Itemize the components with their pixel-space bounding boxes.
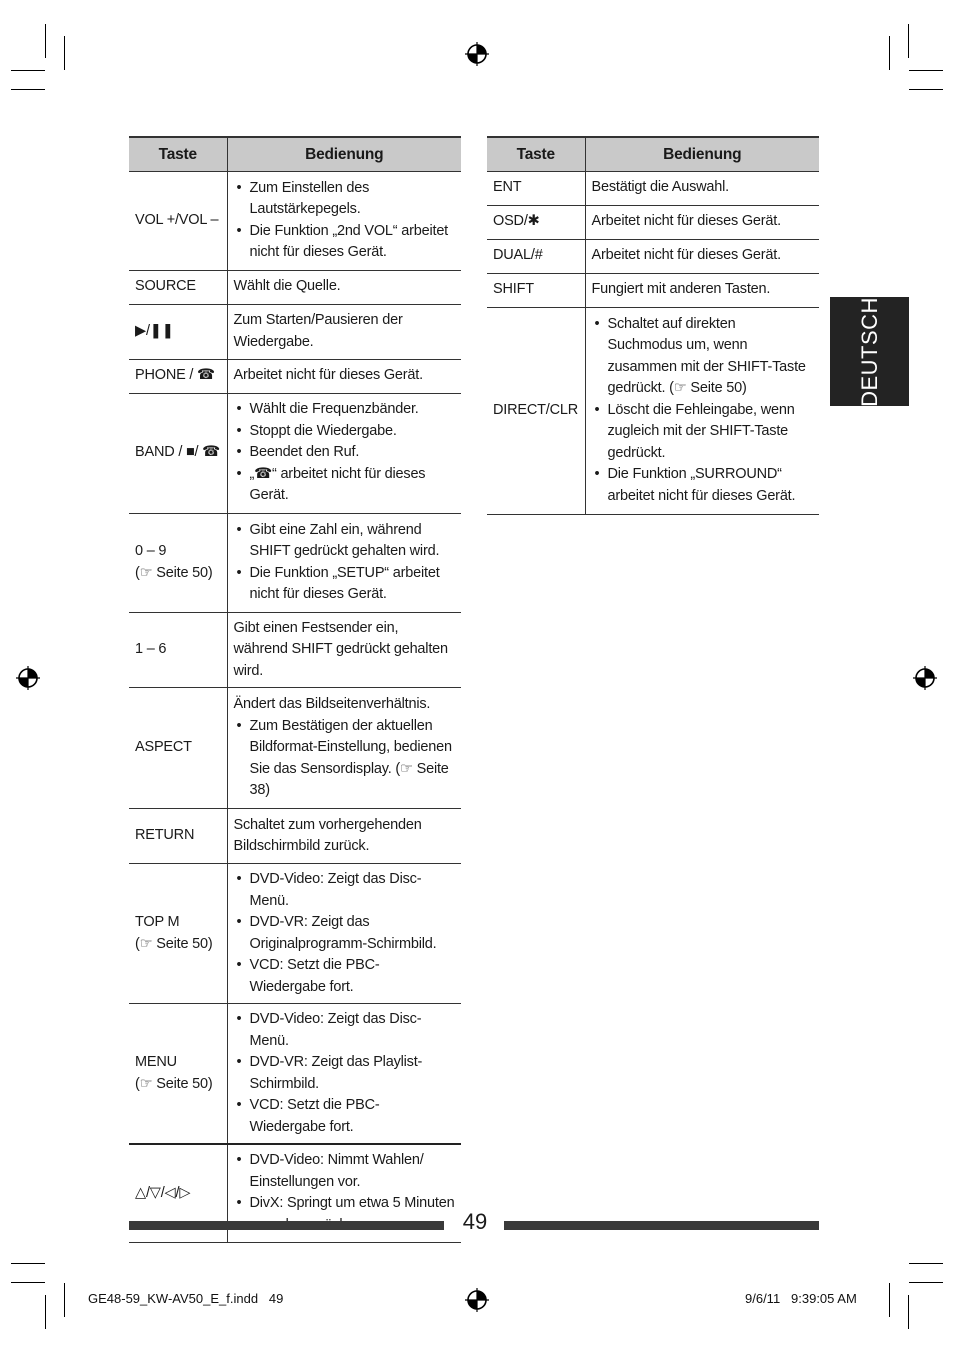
crop-mark (45, 1295, 46, 1329)
crop-mark (908, 1295, 909, 1329)
crop-mark (909, 1263, 943, 1264)
crop-mark (889, 1283, 890, 1317)
table-row (129, 393, 461, 513)
column-header-operation: Bedienung (227, 137, 461, 171)
list-item: • Stoppt die Wiedergabe. (234, 421, 456, 443)
operation-cell (227, 864, 461, 1004)
column-header-key: Taste (129, 137, 227, 171)
crop-mark (11, 1263, 45, 1264)
key-cell: ASPECT (129, 688, 227, 809)
table-row (487, 205, 819, 239)
key-page-ref: (☞ Seite 50) (135, 1075, 213, 1092)
crop-mark (64, 36, 65, 70)
list-item: • DVD-Video: Zeigt das Disc-Menü. (234, 1009, 456, 1052)
operation-cell (227, 688, 461, 809)
footer-file-name: GE48-59_KW-AV50_E_f.indd 49 (88, 1291, 284, 1306)
key-cell: 1 – 6 (129, 612, 227, 688)
list-item: • VCD: Setzt die PBC-Wiedergabe fort. (234, 955, 456, 998)
table-row (129, 513, 461, 612)
language-tab (830, 297, 909, 406)
table-row (129, 688, 461, 809)
crop-mark (909, 89, 943, 90)
table-row (487, 239, 819, 273)
crop-mark (11, 1282, 45, 1283)
list-item: • Zum Bestätigen der aktuellen Bildformat-Einstellung, bedienen Sie das Sensordisplay. (☞ Seite 38) (234, 716, 456, 802)
list-item: • Schaltet auf direkten Suchmodus um, wenn zusammen mit der SHIFT-Taste gedrückt. (☞ Seite 50) (592, 314, 814, 400)
operation-cell (227, 1004, 461, 1145)
page-number: 49 (462, 1209, 488, 1234)
table-row (487, 307, 819, 514)
page-bar-right (504, 1221, 819, 1230)
table-row (487, 273, 819, 307)
key-cell: △/▽/◁/▷ (129, 1144, 227, 1242)
operation-cell: Arbeitet nicht für dieses Gerät. (585, 239, 819, 273)
list-item: • VCD: Setzt die PBC-Wiedergabe fort. (234, 1095, 456, 1138)
crop-mark (64, 1283, 65, 1317)
list-item: • Zum Einstellen des Lautstärkepegels. (234, 178, 456, 221)
key-page-ref: (☞ Seite 50) (135, 564, 213, 581)
list-item: • Beendet den Ruf. (234, 442, 456, 464)
table-row (129, 612, 461, 688)
table-row (487, 171, 819, 205)
table-row (129, 171, 461, 270)
operation-text: Ändert das Bildseitenverhältnis. (233, 696, 431, 713)
language-tab-label: DEUTSCH (856, 296, 882, 407)
column-header-operation: Bedienung (585, 137, 819, 171)
table-row (129, 809, 461, 864)
operation-cell (227, 171, 461, 270)
key-label: 0 – 9 (135, 543, 167, 559)
crop-mark (909, 1282, 943, 1283)
registration-mark-icon (912, 665, 938, 691)
operation-cell: Zum Starten/Pausieren der Wiedergabe. (227, 304, 461, 359)
registration-mark-icon (464, 1287, 490, 1313)
list-item: • DVD-Video: Zeigt das Disc-Menü. (234, 869, 456, 912)
table-row (129, 1004, 461, 1145)
list-item: • Die Funktion „SETUP“ arbeitet nicht für dieses Gerät. (234, 563, 456, 606)
key-label: TOP M (135, 914, 180, 930)
key-cell: PHONE / ☎ (129, 359, 227, 393)
list-item: • Die Funktion „SURROUND“ arbeitet nicht für dieses Gerät. (592, 464, 814, 507)
key-cell: RETURN (129, 809, 227, 864)
key-cell: VOL +/VOL – (129, 171, 227, 270)
key-cell: SOURCE (129, 270, 227, 304)
operation-cell: Wählt die Quelle. (227, 270, 461, 304)
key-page-ref: (☞ Seite 50) (135, 935, 213, 952)
registration-mark-icon (15, 665, 41, 691)
key-cell: ▶/❚❚ (129, 304, 227, 359)
crop-mark (909, 70, 943, 71)
operation-cell: Fungiert mit anderen Tasten. (585, 273, 819, 307)
key-cell: BAND / ■/ ☎ (129, 393, 227, 513)
crop-mark (45, 24, 46, 58)
key-cell: DUAL/# (487, 239, 585, 273)
operation-cell (227, 513, 461, 612)
list-item: • DivX: Springt um etwa 5 Minuten (234, 1193, 456, 1236)
key-cell (129, 513, 227, 612)
list-item: • Löscht die Fehleingabe, wenn zugleich mit der SHIFT-Taste gedrückt. (592, 400, 814, 465)
crop-mark (889, 36, 890, 70)
list-item: • Wählt die Frequenzbänder. (234, 399, 456, 421)
left-key-table (129, 136, 461, 1243)
list-item: • DVD-VR: Zeigt das Originalprogramm-Schirmbild. (234, 912, 456, 955)
footer-timestamp: 9/6/11 9:39:05 AM (745, 1291, 857, 1306)
operation-cell: Arbeitet nicht für dieses Gerät. (585, 205, 819, 239)
key-label: MENU (135, 1054, 177, 1070)
table-row (129, 304, 461, 359)
column-header-key: Taste (487, 137, 585, 171)
key-cell: OSD/✱ (487, 205, 585, 239)
operation-cell (585, 307, 819, 514)
operation-cell: Bestätigt die Auswahl. (585, 171, 819, 205)
operation-cell (227, 393, 461, 513)
operation-cell: Arbeitet nicht für dieses Gerät. (227, 359, 461, 393)
list-item: • DVD-VR: Zeigt das Playlist-Schirmbild. (234, 1052, 456, 1095)
list-item: • Gibt eine Zahl ein, während SHIFT gedrückt gehalten wird. (234, 520, 456, 563)
list-item: • Die Funktion „2nd VOL“ arbeitet nicht für dieses Gerät. (234, 221, 456, 264)
key-cell (129, 864, 227, 1004)
right-key-table (487, 136, 819, 515)
table-header-row (129, 137, 461, 171)
table-row (129, 359, 461, 393)
crop-mark (11, 70, 45, 71)
key-cell: ENT (487, 171, 585, 205)
key-cell (129, 1004, 227, 1145)
table-row (129, 270, 461, 304)
key-cell: SHIFT (487, 273, 585, 307)
table-header-row (487, 137, 819, 171)
operation-cell: Schaltet zum vorhergehenden Bildschirmbild zurück. (227, 809, 461, 864)
crop-mark (908, 24, 909, 58)
key-cell: DIRECT/CLR (487, 307, 585, 514)
crop-mark (11, 89, 45, 90)
page-bar-left (129, 1221, 444, 1230)
list-item: • DVD-Video: Nimmt Wahlen/ Einstellungen vor. (234, 1150, 456, 1193)
table-row (129, 864, 461, 1004)
list-item: • „☎“ arbeitet nicht für dieses Gerät. (234, 464, 456, 507)
operation-cell: Gibt einen Festsender ein, während SHIFT gedrückt gehalten wird. (227, 612, 461, 688)
registration-mark-icon (464, 41, 490, 67)
